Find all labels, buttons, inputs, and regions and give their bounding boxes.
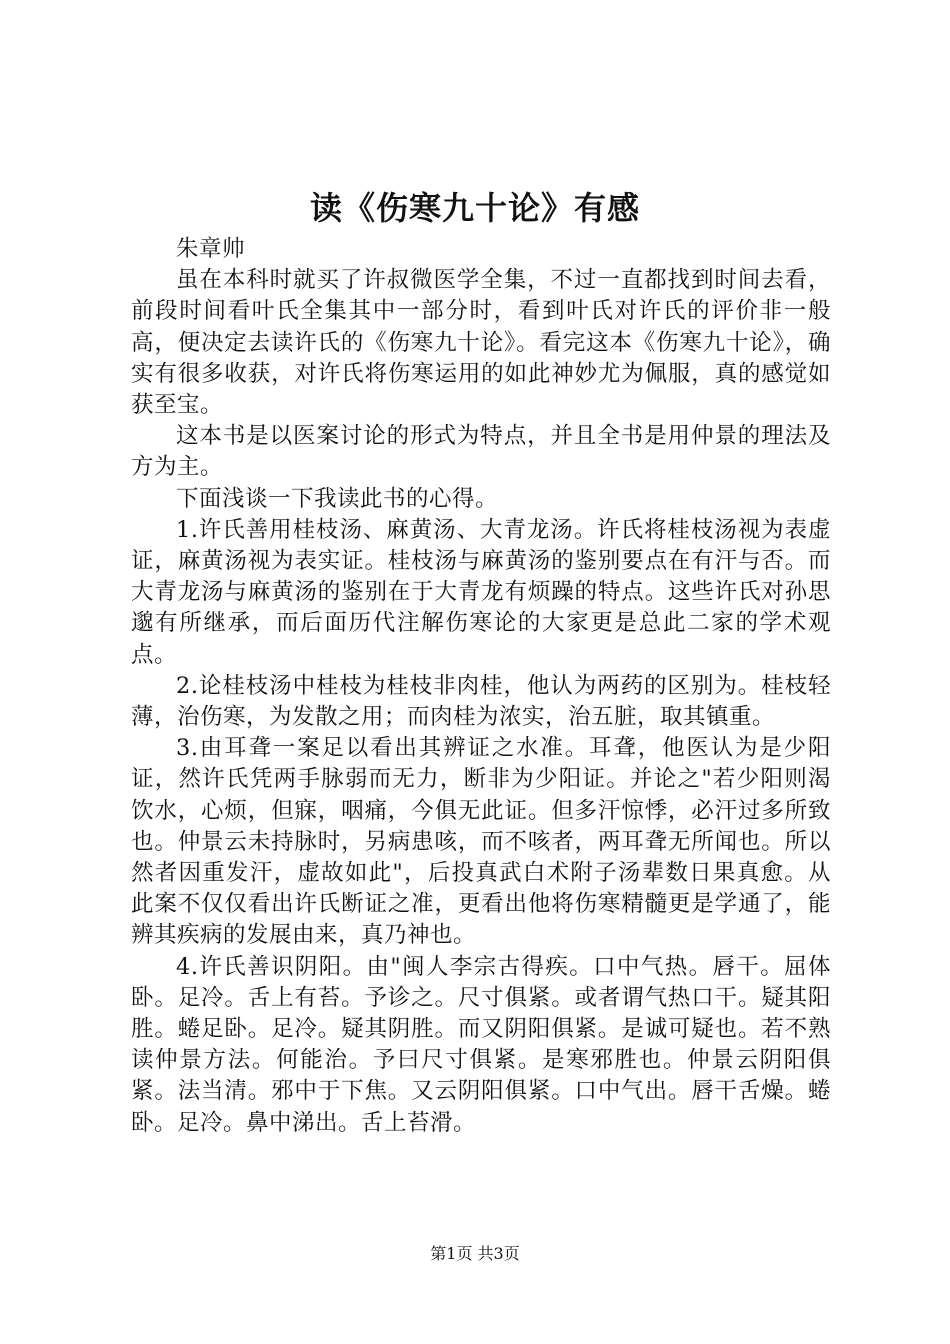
paragraph-point-2: 2.论桂枝汤中桂枝为桂枝非肉桂，他认为两药的区别为。桂枝轻薄，治伤寒，为发散之用；而肉桂为浓实，治五脏，取其镇重。 [131, 672, 831, 731]
author-line: 朱章帅 [176, 236, 246, 262]
paragraph-book-feature: 这本书是以医案讨论的形式为特点，并且全书是用仲景的理法及方为主。 [131, 423, 831, 481]
page-footer: 第1页 共3页 [430, 1244, 520, 1263]
document-title: 读《伤寒九十论》有感 [309, 189, 640, 227]
paragraph-reflection-lead: 下面浅谈一下我读此书的心得。 [176, 485, 499, 512]
paragraph-intro: 虽在本科时就买了许叔微医学全集，不过一直都找到时间去看，前段时间看叶氏全集其中一部分时，看到叶氏对许氏的评价非一般高，便决定去读许氏的《伤寒九十论》。看完这本《伤寒九十论》，确实有很多收获，对许氏将伤寒运用的如此神妙尤为佩服，真的感觉如获至宝。 [131, 267, 831, 419]
paragraph-point-1: 1.许氏善用桂枝汤、麻黄汤、大青龙汤。许氏将桂枝汤视为表虚证，麻黄汤视为表实证。桂枝汤与麻黄汤的鉴别要点在有汗与否。而大青龙汤与麻黄汤的鉴别在于大青龙有烦躁的特点。这些许氏对孙思邈有所继承，而后面历代注解伤寒论的大家更是总此二家的学术观点。 [131, 516, 831, 668]
paragraph-point-4: 4.许氏善识阴阳。由"闽人李宗古得疾。口中气热。唇干。屈体卧。足冷。舌上有苔。予诊之。尺寸俱紧。或者谓气热口干。疑其阳胜。蜷足卧。足冷。疑其阴胜。而又阴阳俱紧。是诚可疑也。若不熟读仲景方法。何能治。予曰尺寸俱紧。是寒邪胜也。仲景云阴阳俱紧。法当清。邪中于下焦。又云阴阳俱紧。口中气出。唇干舌燥。蜷卧。足冷。鼻中涕出。舌上苔滑。 [131, 953, 831, 1136]
paragraph-point-3: 3.由耳聋一案足以看出其辨证之水准。耳聋，他医认为是少阳证，然许氏凭两手脉弱而无力，断非为少阳证。并论之"若少阳则渴饮水，心烦，但寐，咽痛，今俱无此证。但多汗惊悸，必汗过多所致也。仲景云未持脉时，另病患咳，而不咳者，两耳聋无所闻也。所以然者因重发汗，虚故如此"，后投真武白术附子汤辈数日果真愈。从此案不仅仅看出许氏断证之准，更看出他将伤寒精髓更是学通了，能辨其疾病的发展由来，真乃神也。 [131, 735, 831, 949]
document-body [131, 234, 831, 1139]
